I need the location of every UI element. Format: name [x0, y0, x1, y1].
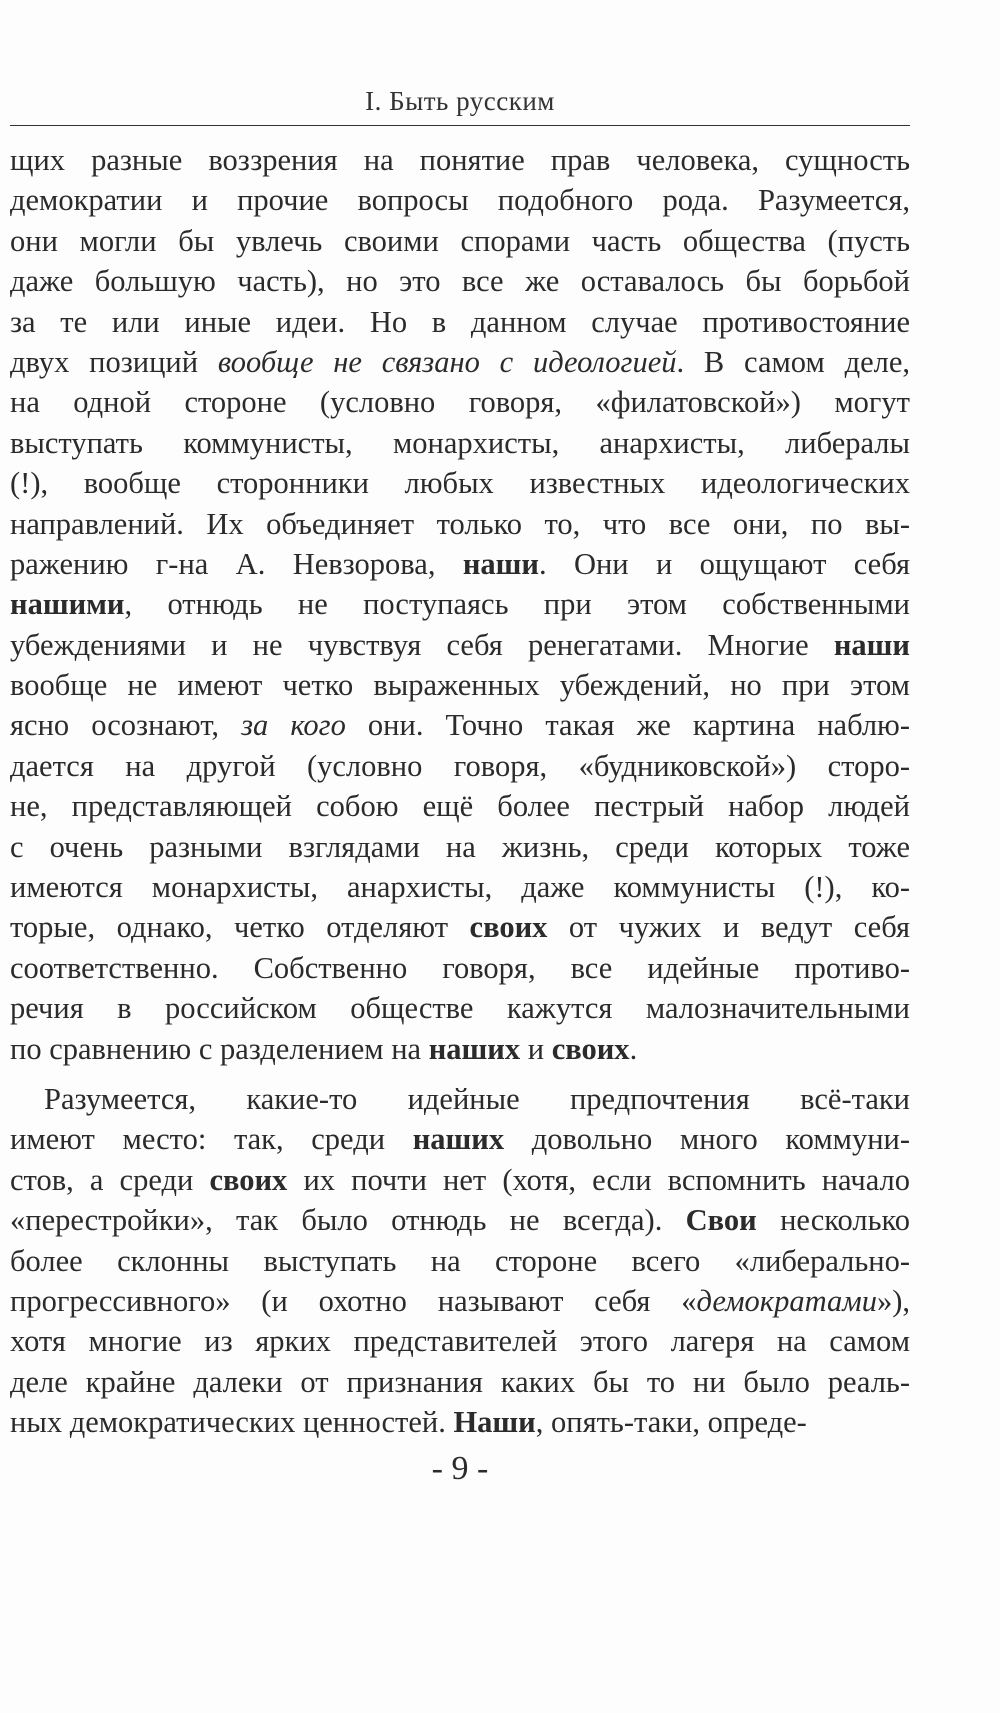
line-text: за те или иные идеи. Но в данном случае противостояние — [10, 304, 910, 339]
line-text: не, представляющей собою ещё более пестрый набор людей — [10, 789, 910, 824]
text-line — [10, 1281, 910, 1321]
bold-term: Свои — [685, 1203, 757, 1238]
line-text: , отнюдь не поступаясь при этом собственными — [124, 587, 910, 622]
bold-term: наши — [462, 546, 539, 581]
bold-term: наши — [833, 627, 910, 662]
text-line — [10, 1200, 910, 1240]
line-text: ражению г-на А. Невзорова, — [10, 546, 463, 581]
line-text: вообще не имеют четко выраженных убеждений, но при этом — [10, 668, 910, 703]
text-line — [10, 665, 910, 705]
line-text: более склонны выступать на стороне всего «либерально- — [10, 1243, 910, 1278]
line-text: выступать коммунисты, монархисты, анархисты, либералы — [10, 425, 910, 460]
line-text: убеждениями и не чувствуя себя ренегатами. Многие — [10, 627, 834, 662]
text-line — [10, 827, 910, 867]
page-number: - 9 - — [431, 1450, 489, 1487]
text-line — [10, 1362, 910, 1402]
line-text: имеются монархисты, анархисты, даже коммунисты (!), ко- — [10, 870, 910, 905]
text-line — [10, 746, 910, 786]
text-line — [10, 302, 910, 342]
text-line — [10, 544, 910, 584]
line-text: . Они и ощущают себя — [538, 546, 910, 581]
text-line — [10, 907, 910, 947]
line-text: , опять-таки, опреде- — [535, 1405, 807, 1440]
body-text — [10, 140, 910, 1443]
line-text: с очень разными взглядами на жизнь, среди которых тоже — [10, 829, 910, 864]
line-text: несколько — [756, 1203, 910, 1238]
text-line — [10, 1321, 910, 1361]
line-text: и — [520, 1031, 552, 1066]
line-text: торые, однако, четко отделяют — [10, 910, 470, 945]
text-line — [10, 1079, 910, 1119]
line-text: прогрессивного» (и охотно называют себя « — [10, 1283, 697, 1318]
paragraph-2 — [10, 1079, 910, 1443]
italic-phrase: вообще не связано с идеологией — [217, 344, 677, 379]
text-line — [10, 504, 910, 544]
text-line — [10, 1160, 910, 1200]
text-line — [10, 423, 910, 463]
bold-term: своих — [469, 910, 548, 945]
bold-term: своих — [551, 1031, 630, 1066]
text-line — [10, 342, 910, 382]
text-line — [10, 948, 910, 988]
paragraph-1 — [10, 140, 910, 1069]
line-text: . — [629, 1031, 638, 1066]
line-text: на одной стороне (условно говоря, «филатовской») могут — [10, 385, 910, 420]
text-line — [10, 140, 910, 180]
text-line — [10, 625, 910, 665]
line-text: . В самом деле, — [676, 344, 910, 379]
line-text: имеют место: так, среди — [10, 1122, 413, 1157]
line-text: ясно осознают, — [10, 708, 242, 743]
line-text: хотя многие из ярких представителей этого лагеря на самом — [10, 1324, 910, 1359]
text-line — [10, 1029, 910, 1069]
line-text: Разумеется, какие-то идейные предпочтения всё-таки — [44, 1081, 910, 1116]
bold-term: наших — [428, 1031, 521, 1066]
line-text: дается на другой (условно говоря, «будниковской») сторо- — [10, 748, 910, 783]
bold-term: нашими — [10, 587, 125, 622]
running-title: I. Быть русским — [365, 86, 555, 116]
line-text: соответственно. Собственно говоря, все идейные противо- — [10, 950, 910, 985]
text-line — [10, 988, 910, 1028]
line-text: деле крайне далеки от признания каких бы то ни было реаль- — [10, 1364, 910, 1399]
line-text: речия в российском обществе кажутся малозначительными — [10, 991, 910, 1026]
line-text: они могли бы увлечь своими спорами часть общества (пусть — [10, 223, 910, 258]
text-line — [10, 1241, 910, 1281]
line-text: щих разные воззрения на понятие прав человека, сущность — [10, 143, 910, 177]
text-line — [10, 867, 910, 907]
line-text: стов, а среди — [10, 1162, 210, 1197]
line-text: »), — [876, 1283, 910, 1318]
text-line — [10, 1119, 910, 1159]
line-text: «перестройки», так было отнюдь не всегда). — [10, 1203, 686, 1238]
bold-term: Наши — [453, 1405, 536, 1440]
line-text: по сравнению с разделением на — [10, 1031, 429, 1066]
header-rule — [10, 125, 910, 126]
text-line — [10, 463, 910, 503]
text-line — [10, 261, 910, 301]
line-text: направлений. Их объединяет только то, что все они, по вы- — [10, 506, 910, 541]
italic-phrase: за кого — [241, 708, 346, 743]
line-text: от чужих и ведут себя — [547, 910, 910, 945]
text-line — [10, 180, 910, 220]
text-line — [10, 382, 910, 422]
text-line — [10, 786, 910, 826]
line-text: довольно много коммуни- — [504, 1122, 910, 1157]
line-text: ных демократических ценностей. — [10, 1405, 454, 1440]
line-text: они. Точно такая же картина наблю- — [345, 708, 910, 743]
line-text: их почти нет (хотя, если вспомнить начало — [287, 1162, 910, 1197]
italic-phrase: демократами — [696, 1283, 877, 1318]
paragraph-gap — [10, 1069, 910, 1079]
line-text: двух позиций — [10, 344, 218, 379]
text-line — [10, 221, 910, 261]
bold-term: наших — [412, 1122, 505, 1157]
text-line — [10, 584, 910, 624]
line-text: даже большую часть), но это все же оставалось бы борьбой — [10, 264, 910, 299]
line-text: (!), вообще сторонники любых известных идеологических — [10, 466, 910, 501]
bold-term: своих — [209, 1162, 288, 1197]
line-text: демократии и прочие вопросы подобного рода. Разумеется, — [10, 183, 910, 218]
text-line — [10, 1402, 910, 1442]
text-line — [10, 705, 910, 745]
